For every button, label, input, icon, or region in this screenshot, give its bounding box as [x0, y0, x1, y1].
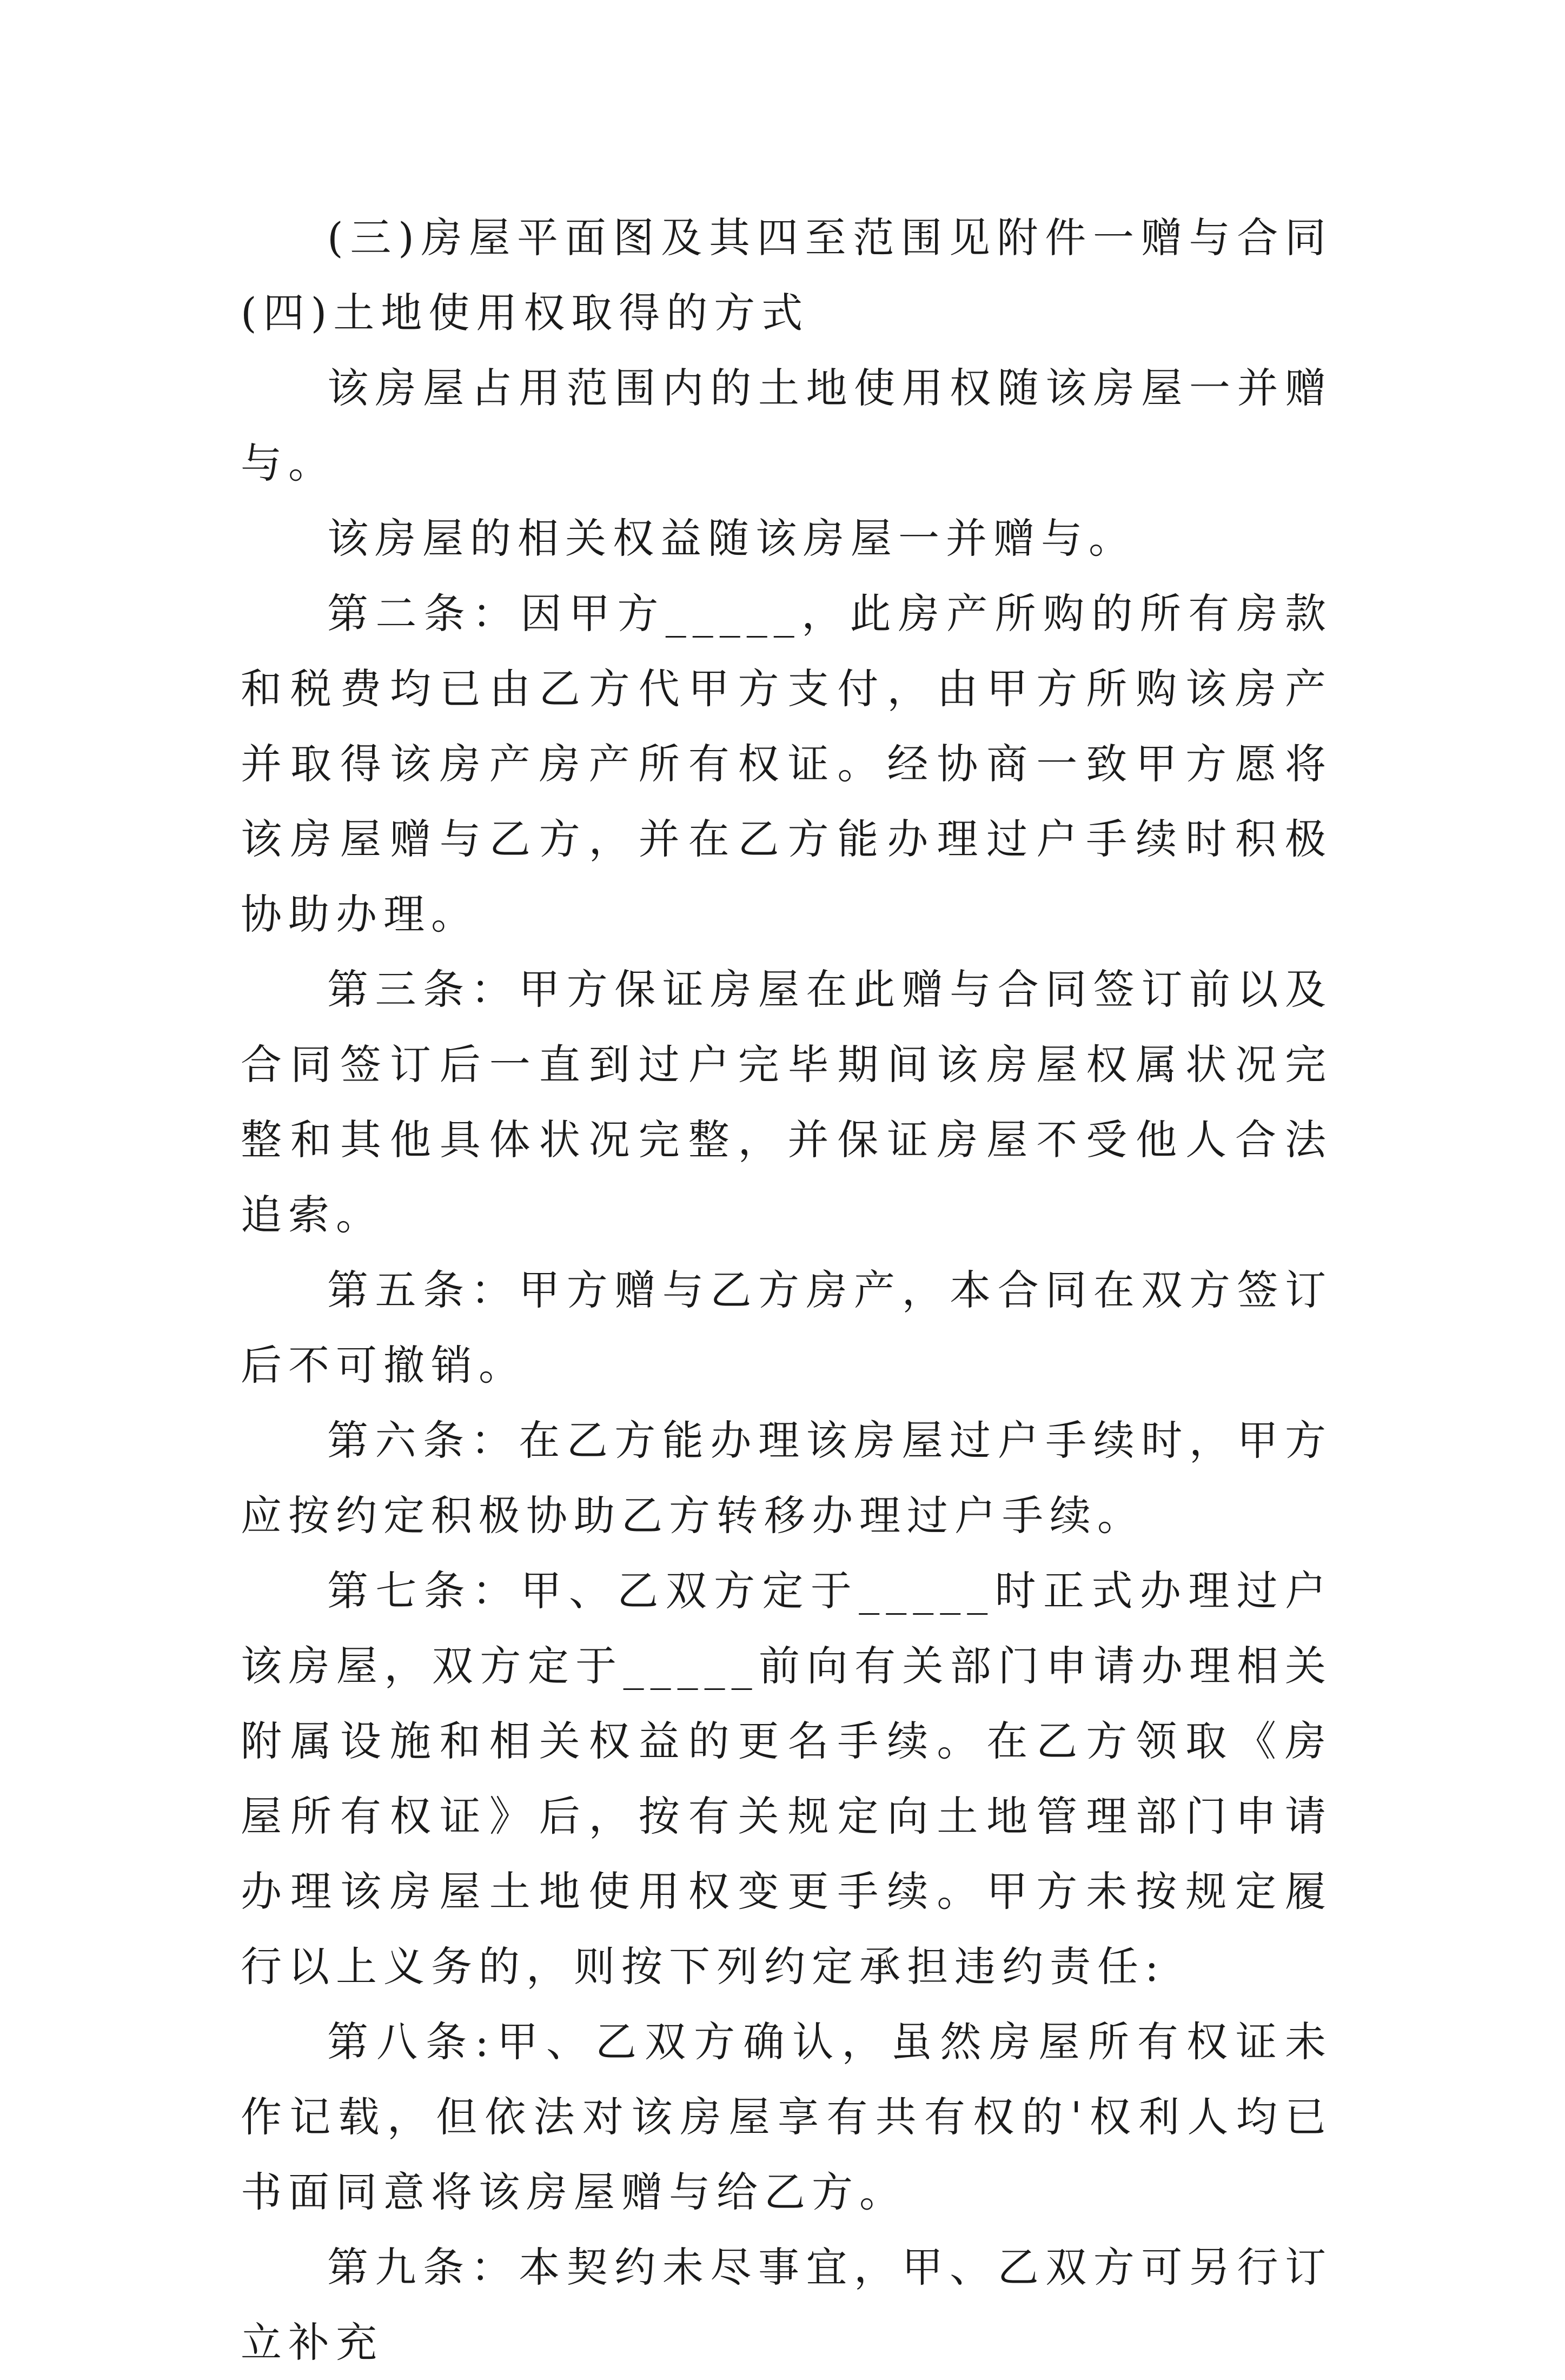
- paragraph-article-6: 第六条：在乙方能办理该房屋过户手续时，甲方应按约定积极协助乙方转移办理过户手续。: [241, 1416, 1332, 1540]
- paragraph-related-rights: 该房屋的相关权益随该房屋一并赠与。: [327, 514, 1136, 562]
- paragraph-article-3: 第三条：甲方保证房屋在此赠与合同签订前以及合同签订后一直到过户完毕期间该房屋权属状况完整和其他具体状况完整，并保证房屋不受他人合法追索。: [241, 965, 1332, 1239]
- paragraph-article-9: 第九条：本契约未尽事宜，甲、乙双方可另行订立补充: [241, 2243, 1332, 2366]
- paragraph-article-2: 第二条：因甲方_____，此房产所购的所有房款和税费均已由乙方代甲方支付，由甲方所购该房产并取得该房产房产所有权证。经协商一致甲方愿将该房屋赠与乙方，并在乙方能办理过户手续时积极协助办理。: [241, 589, 1332, 938]
- paragraph-land-use-right: 该房屋占用范围内的土地使用权随该房屋一并赠与。: [241, 364, 1332, 487]
- paragraph-article-8: 第八条:甲、乙双方确认，虽然房屋所有权证未作记载，但依法对该房屋享有共有权的'权利人均已书面同意将该房屋赠与给乙方。: [241, 2018, 1332, 2216]
- paragraph-article-5: 第五条：甲方赠与乙方房产，本合同在双方签订后不可撤销。: [241, 1266, 1332, 1389]
- paragraph-house-plan: (三)房屋平面图及其四至范围见附件一赠与合同(四)土地使用权取得的方式: [241, 214, 1332, 337]
- paragraph-article-7: 第七条：甲、乙双方定于_____时正式办理过户该房屋，双方定于_____前向有关部门申请办理相关附属设施和相关权益的更名手续。在乙方领取《房屋所有权证》后，按有关规定向土地管理部门申请办理该房屋土地使用权变更手续。甲方未按规定履行以上义务的，则按下列约定承担违约责任:: [241, 1567, 1332, 1991]
